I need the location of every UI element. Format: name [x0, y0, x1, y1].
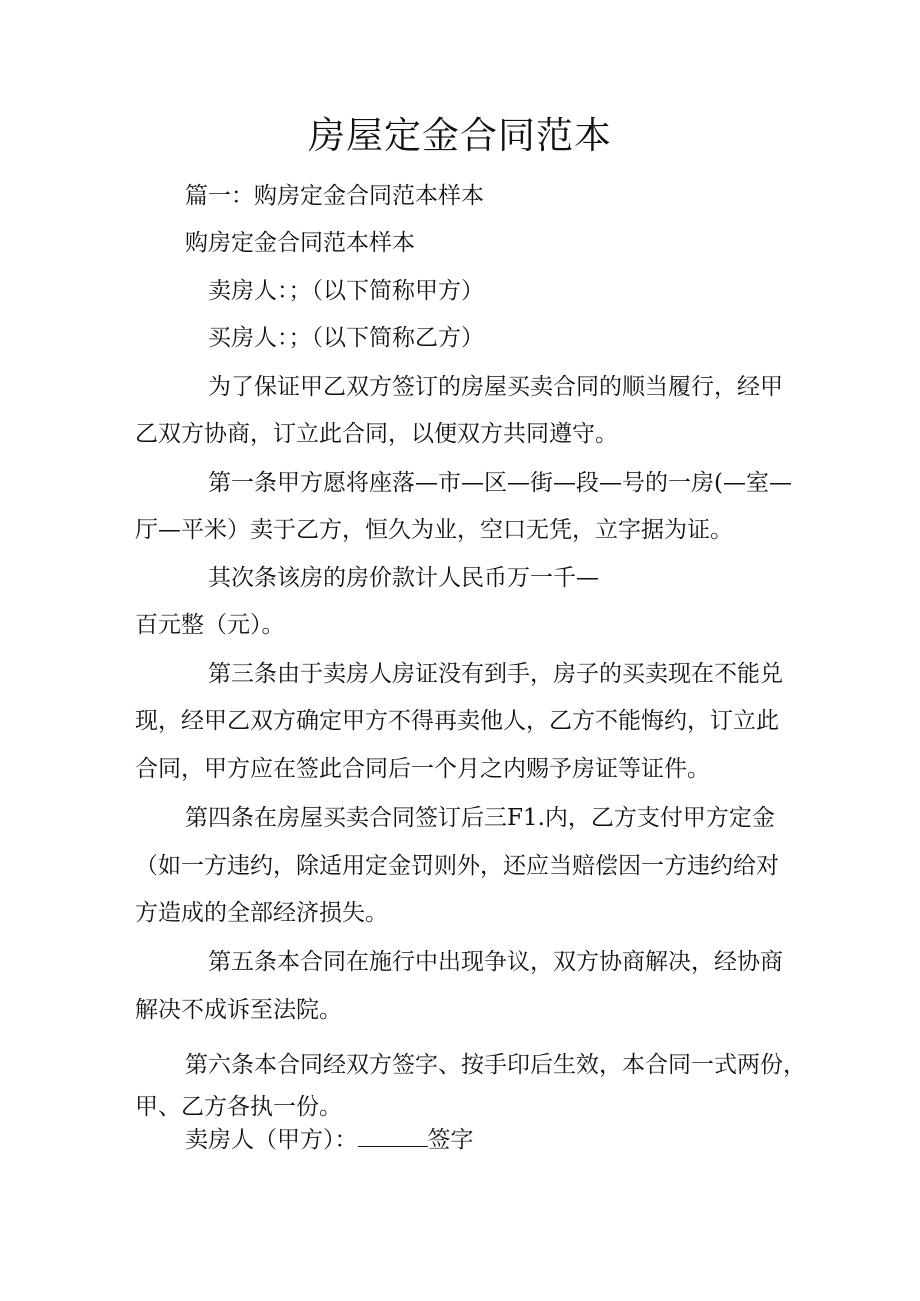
buyer-line: 买房人：；（以下简称乙方）: [208, 325, 484, 351]
paragraph-line: 第六条本合同经双方签字、按手印后生效，本合同一式两份，: [185, 1052, 806, 1078]
signature-suffix: 签字: [427, 1127, 474, 1153]
document-title: 房屋定金合同范本: [308, 114, 612, 157]
subheading: 购房定金合同范本样本: [185, 230, 415, 256]
paragraph-line: 厅—平米）卖于乙方，恒久为业，空口无凭，立字据为证。: [135, 517, 733, 543]
paragraph-line: 合同，甲方应在签此合同后一个月之内赐予房证等证件。: [135, 756, 710, 782]
paragraph-line: 第一条甲方愿将座落—市—区—街—段—号的一房(—室—: [208, 470, 792, 496]
section-heading: 篇一：购房定金合同范本样本: [185, 183, 484, 209]
seller-line: 卖房人：；（以下简称甲方）: [208, 278, 484, 304]
paragraph-line: 百元整（元）。: [135, 612, 285, 638]
signature-line: [185, 1124, 474, 1155]
paragraph-line: 解决不成诉至法院。: [135, 997, 342, 1023]
paragraph-line: 乙双方协商，订立此合同，以便双方共同遵守。: [135, 421, 618, 447]
signature-label: 卖房人（甲方）：: [185, 1127, 358, 1153]
paragraph-line: 第五条本合同在施行中出现争议，双方协商解决，经协商: [208, 949, 783, 975]
paragraph-line: 为了保证甲乙双方签订的房屋买卖合同的顺当履行，经甲: [208, 374, 783, 400]
paragraph-line: 第四条在房屋买卖合同签订后三F1.内，乙方支付甲方定金: [185, 805, 775, 831]
paragraph-line: 现，经甲乙双方确定甲方不得再卖他人，乙方不能悔约，订立此: [135, 708, 779, 734]
paragraph-line: 甲、乙方各执一份。: [135, 1094, 342, 1120]
signature-blank[interactable]: [358, 1124, 428, 1147]
paragraph-line: 其次条该房的房价款计人民币万一千—: [208, 565, 599, 591]
paragraph-line: 方造成的全部经济损失。: [135, 900, 388, 926]
paragraph-line: （如一方违约，除适用定金罚则外，还应当赔偿因一方违约给对: [135, 853, 779, 879]
paragraph-line: 第三条由于卖房人房证没有到手，房子的买卖现在不能兑: [208, 661, 783, 687]
